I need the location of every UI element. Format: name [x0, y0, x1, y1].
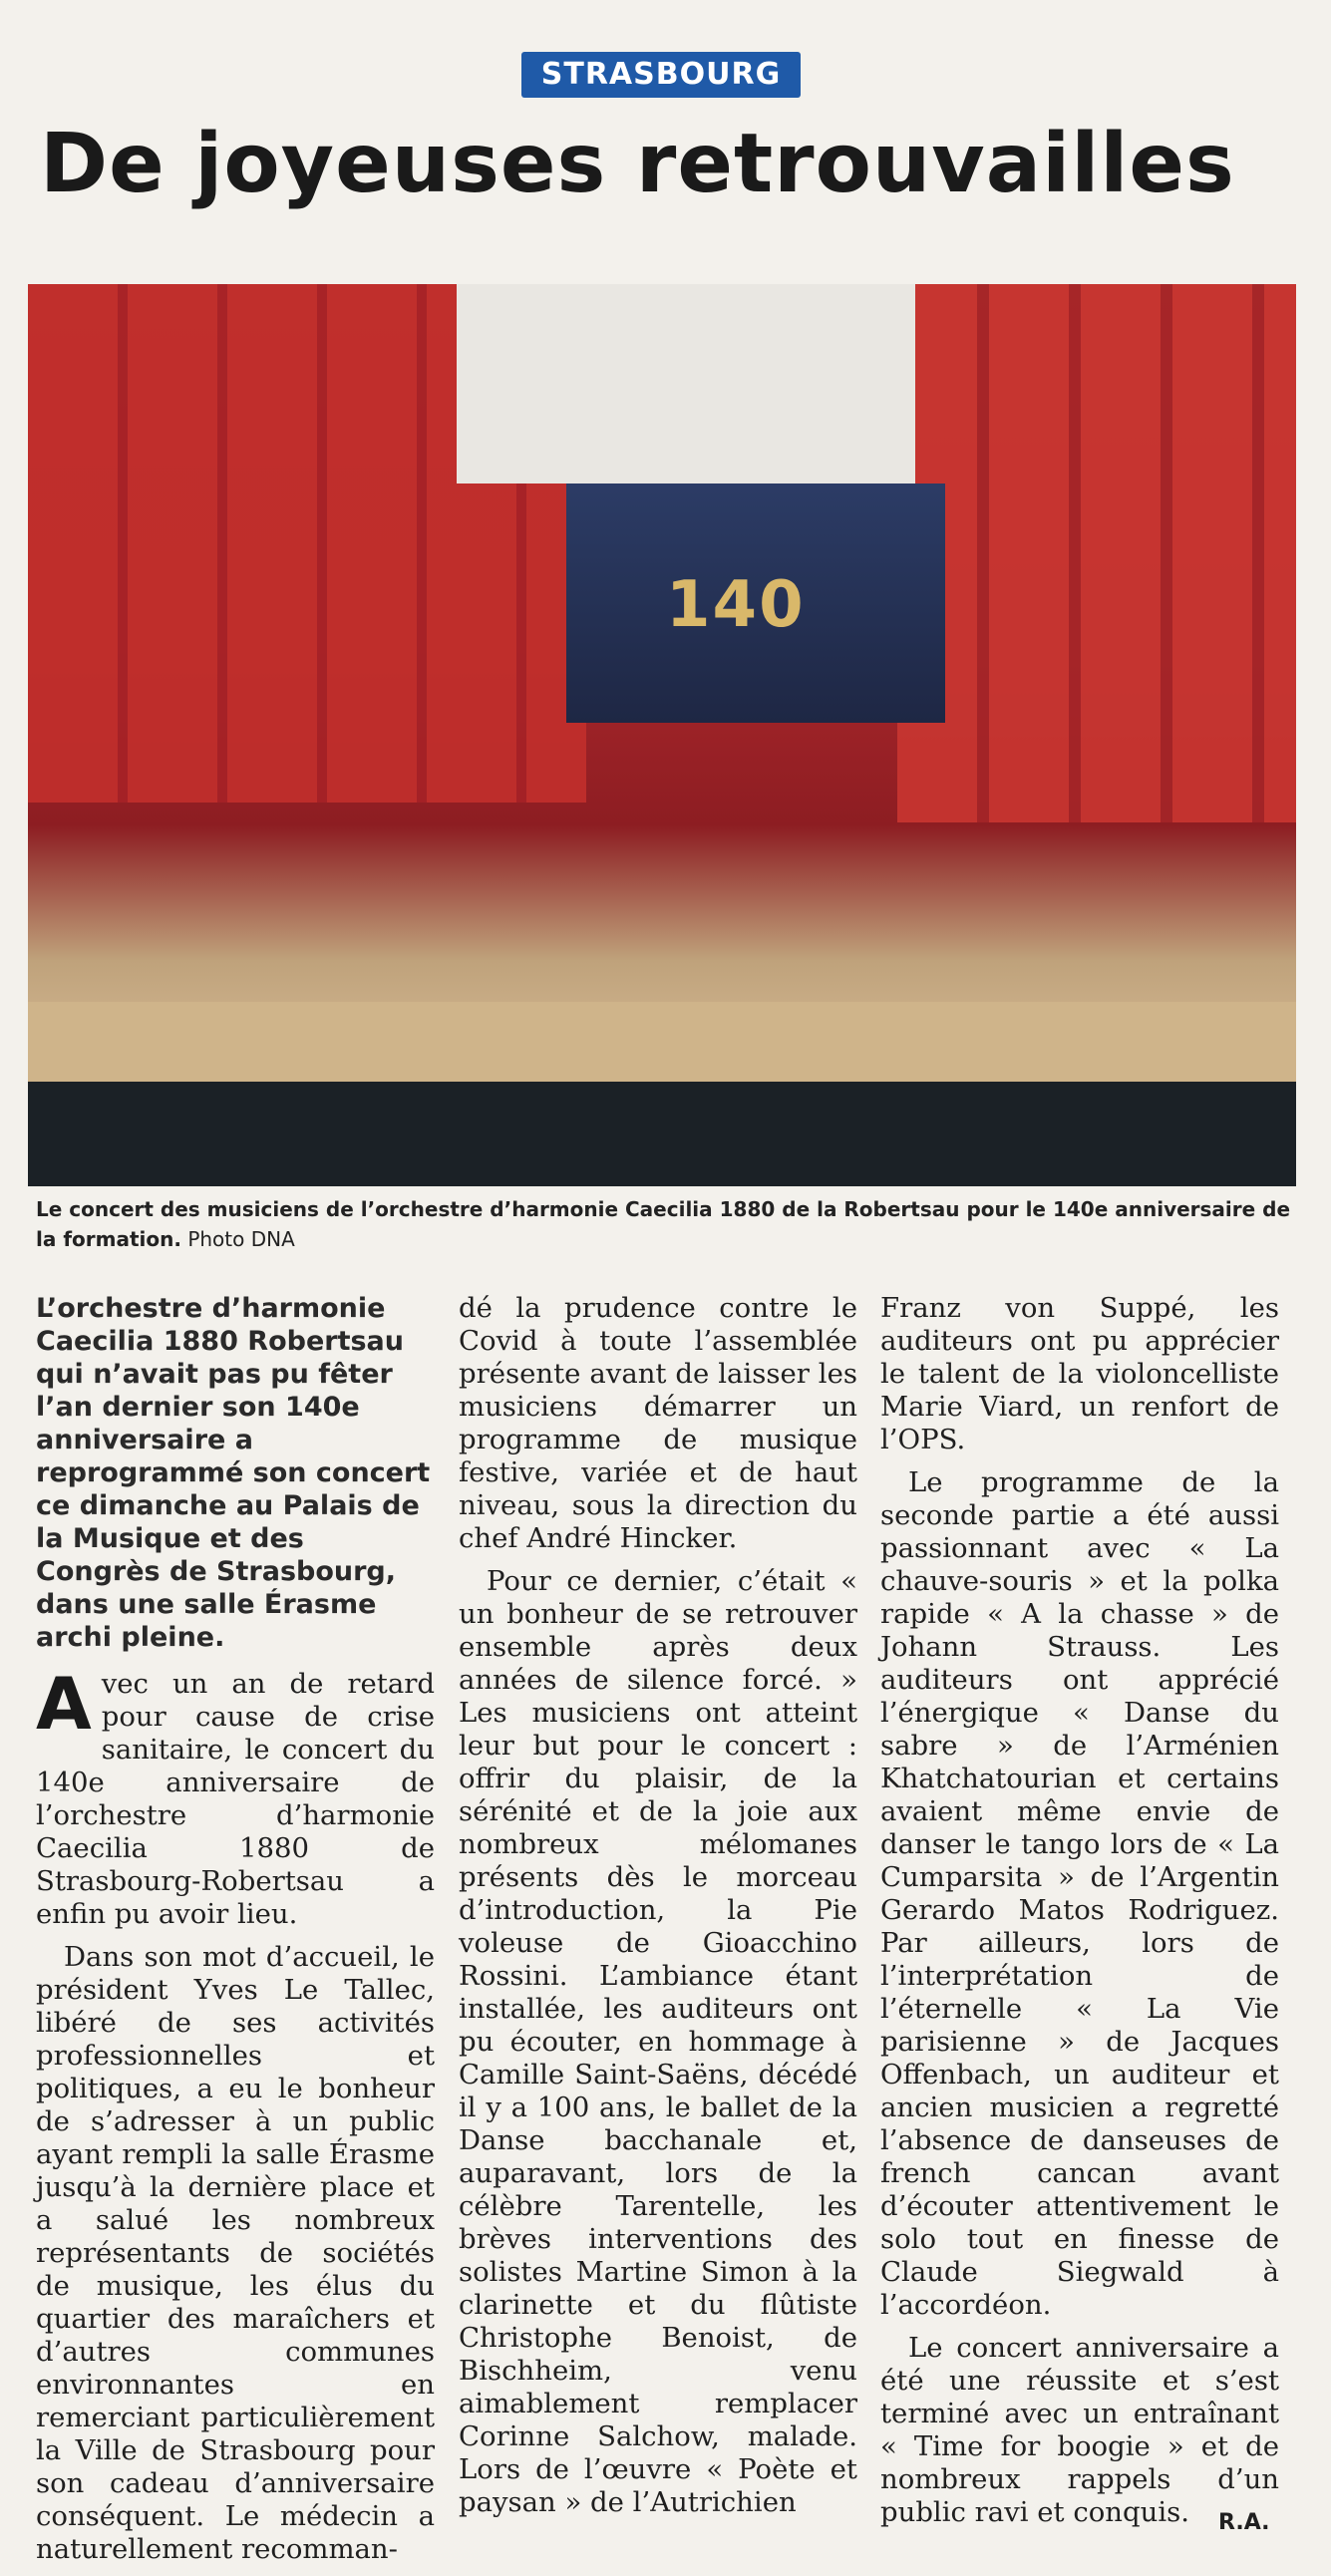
concert-photo [28, 284, 1296, 1186]
photo-credit: Photo DNA [187, 1227, 295, 1251]
section-kicker: STRASBOURG [521, 52, 801, 98]
author-signature: R.A. [1218, 2510, 1270, 2535]
anniversary-number-sign: 140 [666, 568, 806, 642]
stage-floor [28, 1002, 1296, 1082]
column-3 [880, 1292, 1279, 2539]
hall-ceiling [457, 284, 915, 483]
hall-wall-right [897, 284, 1296, 822]
body-paragraph-2: Dans son mot d’accueil, le président Yves Le Tallec, libéré de ses activités professionnelles et politiques, a eu le bonheur de s’adresser à un public ayant rempli la salle Érasme jusqu’à la dernière place et a salué les nombreux représentants de sociétés de musique, les élus du quartier des maraîchers et d’autres communes environnantes en remerciant particulièrement la Ville de Strasbourg pour son cadeau d’anniversaire conséquent. Le médecin a naturellement recomman- [36, 1941, 435, 2565]
caption-text: Le concert des musiciens de l’orchestre d’harmonie Caecilia 1880 de la Robertsau pour le 140e anniversaire de la formation. [36, 1197, 1291, 1251]
body-paragraph-4: Pour ce dernier, c’était « un bonheur de se retrouver ensemble après deux années de silence forcé. » Les musiciens ont atteint leur but pour le concert : offrir du plaisir, de la sérénité et de la joie aux nombreux mélomanes présents dès le morceau d’introduction, la Pie voleuse de Gioacchino Rossini. L’ambiance étant installée, les auditeurs ont pu écouter, en hommage à Camille Saint-Saëns, décédé il y a 100 ans, le ballet de la Danse bacchanale et, auparavant, lors de la célèbre Tarentelle, les brèves interventions des solistes Martine Simon à la clarinette et du flûtiste Christophe Benoist, de Bischheim, venu aimablement remplacer Corinne Salchow, malade. Lors de l’œuvre « Poète et paysan » de l’Autrichien [459, 1565, 857, 2518]
lead-paragraph: L’orchestre d’harmonie Caecilia 1880 Robertsau qui n’avait pas pu fêter l’an dernier son 140e anniversaire a reprogrammé son concert ce dimanche au Palais de la Musique et des Congrès de Strasbourg, dans une salle Érasme archi pleine. [36, 1293, 431, 1653]
body-paragraph-1 [36, 1662, 435, 1931]
drop-cap: A [36, 1662, 92, 1746]
body-paragraph-1-text: vec un an de retard pour cause de crise sanitaire, le concert du 140e anniversaire de l’orchestre d’harmonie Caecilia 1880 de Strasbourg-Robertsau a enfin pu avoir lieu. [36, 1668, 435, 1930]
body-paragraph-3: dé la prudence contre le Covid à toute l’assemblée présente avant de laisser les musiciens démarrer un programme de musique festive, variée et de haut niveau, sous la direction du chef André Hincker. [459, 1292, 857, 1554]
body-paragraph-6: Le programme de la seconde partie a été aussi passionnant avec « La chauve-souris » et la polka rapide « A la chasse » de Johann Strauss. Les auditeurs ont apprécié l’énergique « Danse du sabre » de l’Arménien Khatchatourian et certains avaient même envie de danser le tango lors de « La Cumparsita » de l’Argentin Gerardo Matos Rodriguez. Par ailleurs, lors de l’interprétation de l’éternelle « La Vie parisienne » de Jacques Offenbach, un auditeur et ancien musicien a regretté l’absence de danseuses de french cancan avant d’écouter attentivement le solo tout en finesse de Claude Siegwald à l’accordéon. [880, 1466, 1279, 2321]
column-2 [459, 1292, 857, 2529]
body-paragraph-5: Franz von Suppé, les auditeurs ont pu apprécier le talent de la violoncelliste Marie Viard, un renfort de l’OPS. [880, 1292, 1279, 1455]
photo-caption [36, 1194, 1302, 1254]
headline: De joyeuses retrouvailles [40, 117, 1235, 211]
column-1 [36, 1292, 435, 2576]
adjacent-article-fragment [1306, 1047, 1331, 2552]
audience [28, 1082, 1296, 1186]
previous-article-fragment [0, 0, 1331, 20]
body-paragraph-7: Le concert anniversaire a été une réussite et s’est terminé avec un entraînant « Time for boogie » et de nombreux rappels d’un public ravi et conquis. [880, 2332, 1279, 2528]
